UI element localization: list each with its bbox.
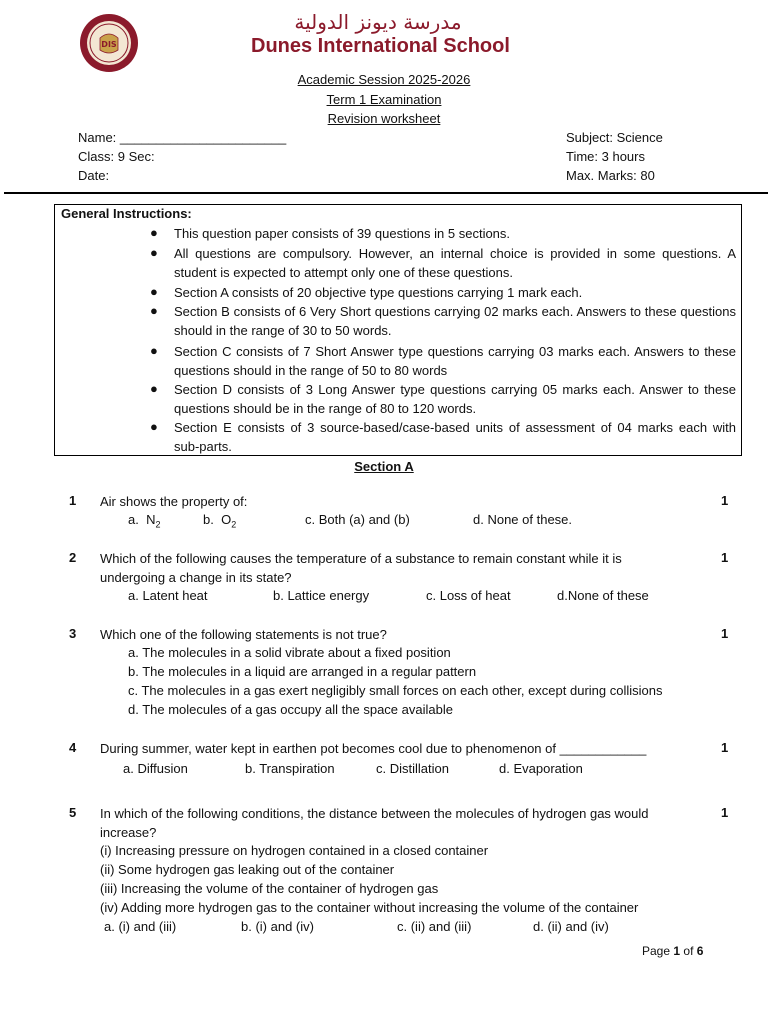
- question-number: 4: [69, 740, 77, 755]
- option-d: d. (ii) and (iv): [533, 919, 609, 934]
- name-field: Name: _______________________: [78, 130, 287, 145]
- option-b: b. The molecules in a liquid are arranged in a regular pattern: [128, 664, 477, 679]
- exam-title: Term 1 Examination: [326, 92, 442, 107]
- instruction-item: Section A consists of 20 objective type questions carrying 1 mark each.: [174, 285, 583, 300]
- option-d: d. None of these.: [473, 512, 573, 527]
- option-a: a. Diffusion: [123, 761, 188, 776]
- bullet-icon: ●: [150, 303, 158, 318]
- bullet-icon: ●: [150, 381, 158, 396]
- bullet-icon: ●: [150, 245, 158, 260]
- question-text: Air shows the property of:: [100, 494, 248, 509]
- logo-text: DIS: [101, 40, 117, 49]
- section-a-title: Section A: [354, 459, 414, 474]
- instruction-item: All questions are compulsory. However, an internal choice is provided in some questions. A student is expected to attempt only one of these questions.: [174, 246, 736, 280]
- question-marks: 1: [721, 805, 729, 820]
- option-b: b. Transpiration: [245, 761, 335, 776]
- instruction-item: Section B consists of 6 Very Short questions carrying 02 marks each. Answers to these questions should in the range of 30 to 50 words.: [174, 304, 736, 338]
- question-text: In which of the following conditions, the distance between the molecules of hydrogen gas would increase?: [100, 806, 649, 840]
- school-logo: [78, 12, 140, 74]
- max-marks-field: Max. Marks: 80: [566, 168, 655, 183]
- option-d: d. The molecules of a gas occupy all the space available: [128, 702, 453, 717]
- option-c: c. (ii) and (iii): [397, 919, 472, 934]
- question-marks: 1: [721, 740, 729, 755]
- statement-i: (i) Increasing pressure on hydrogen contained in a closed container: [100, 843, 489, 858]
- academic-session: Academic Session 2025-2026: [297, 72, 471, 87]
- option-a: a. Latent heat: [128, 588, 208, 603]
- option-d: d. Evaporation: [499, 761, 583, 776]
- question-number: 3: [69, 626, 77, 641]
- header-divider: [4, 192, 768, 194]
- instruction-item: Section E consists of 3 source-based/case-based units of assessment of 04 marks each with sub-parts.: [174, 420, 736, 454]
- option-b: b. Lattice energy: [273, 588, 370, 603]
- page-number: Page 1 of 6: [642, 944, 704, 958]
- option-b: b. (i) and (iv): [241, 919, 314, 934]
- option-c: c. Distillation: [376, 761, 449, 776]
- option-c: c. The molecules in a gas exert negligibly small forces on each other, except during collisions: [128, 683, 663, 698]
- worksheet-title: Revision worksheet: [327, 111, 441, 126]
- instruction-item: Section D consists of 3 Long Answer type questions carrying 05 marks each. Answer to these questions should be in the range of 80 to 120 words.: [174, 382, 736, 416]
- bullet-icon: ●: [150, 343, 158, 358]
- option-b: b. $O_2$: [203, 512, 237, 530]
- instructions-title: General Instructions:: [61, 206, 192, 221]
- option-a: a. The molecules in a solid vibrate about a fixed position: [128, 645, 451, 660]
- school-name-arabic: مدرسة ديونز الدولية: [294, 10, 462, 34]
- question-text: Which one of the following statements is not true?: [100, 627, 387, 642]
- subject-field: Subject: Science: [566, 130, 663, 145]
- statement-iii: (iii) Increasing the volume of the container of hydrogen gas: [100, 881, 439, 896]
- question-number: 5: [69, 805, 77, 820]
- question-number: 2: [69, 550, 77, 565]
- option-d: d.None of these: [557, 588, 649, 603]
- instruction-item: Section C consists of 7 Short Answer type questions carrying 03 marks each. Answers to these questions should in the range of 50 to 80 words: [174, 344, 736, 378]
- class-field: Class: 9 Sec:: [78, 149, 155, 164]
- time-field: Time: 3 hours: [566, 149, 645, 164]
- date-field: Date:: [78, 168, 110, 183]
- bullet-icon: ●: [150, 419, 158, 434]
- statement-iv: (iv) Adding more hydrogen gas to the container without increasing the volume of the container: [100, 900, 639, 915]
- bullet-icon: ●: [150, 284, 158, 299]
- question-text: Which of the following causes the temperature of a substance to remain constant while it is undergoing a change in its state?: [100, 551, 622, 585]
- question-marks: 1: [721, 550, 729, 565]
- instruction-item: This question paper consists of 39 questions in 5 sections.: [174, 226, 511, 241]
- question-marks: 1: [721, 493, 729, 508]
- question-marks: 1: [721, 626, 729, 641]
- question-text: During summer, water kept in earthen pot becomes cool due to phenomenon of ____________: [100, 741, 647, 756]
- option-c: c. Both (a) and (b): [305, 512, 410, 527]
- bullet-icon: ●: [150, 225, 158, 240]
- question-number: 1: [69, 493, 77, 508]
- option-c: c. Loss of heat: [426, 588, 511, 603]
- option-a: a. $N_2$: [128, 512, 161, 530]
- option-a: a. (i) and (iii): [104, 919, 177, 934]
- school-name: Dunes International School: [251, 35, 510, 57]
- statement-ii: (ii) Some hydrogen gas leaking out of the container: [100, 862, 395, 877]
